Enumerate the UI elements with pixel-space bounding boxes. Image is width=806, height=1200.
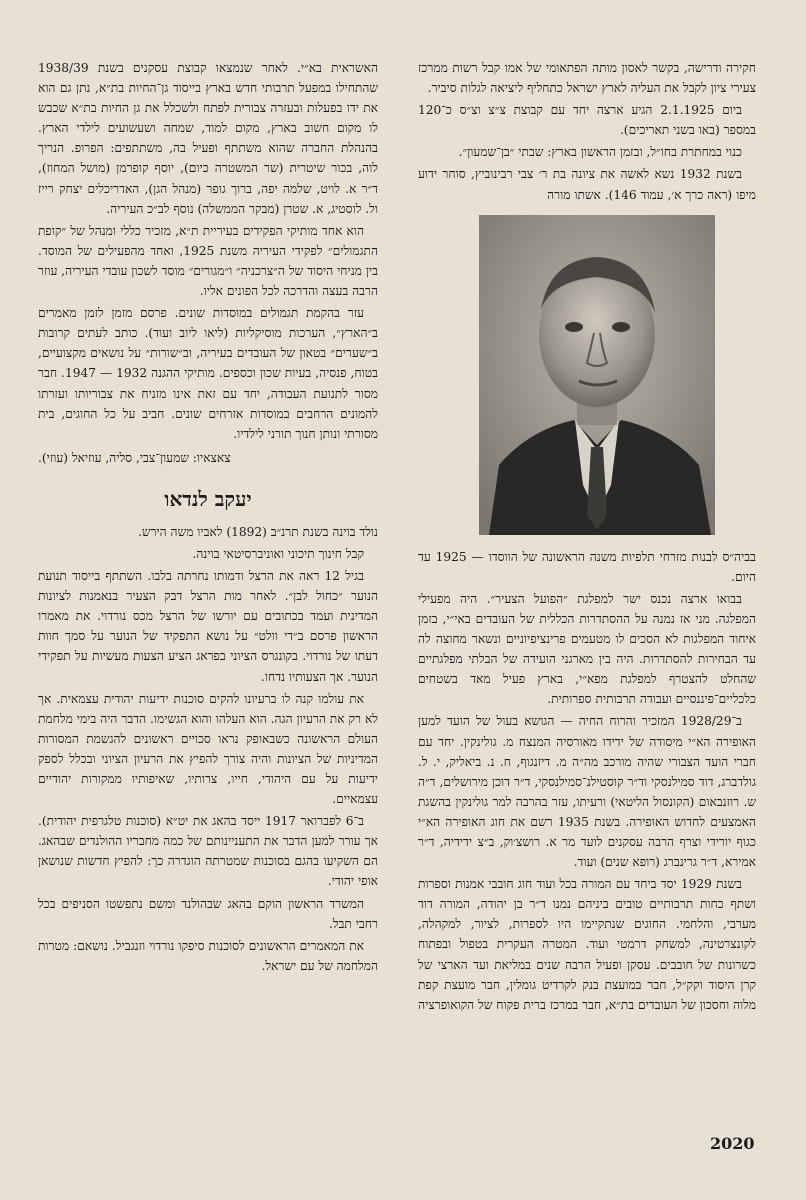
paragraph: ב־6 לפברואר 1917 ייסד בהאג את יט״א (סוכנות טלגרפית יהודית). אך עורר למען הדבר את התעניינותם של כמה מחבריו ההולנדים שבהאג. הם השקיעו בהגם בסוכנות שמטרתה הוגדרה כך: להפיץ חדשות שנושאן אופי יהודי. [38,814,378,889]
paragraph: ב־1928/29 המזכיר והרוח החיה — הגושא בעול של הועד למען האופירה הא״י מיסודה של ידידו מאורסיה המנצח מ. גולינקין. יחד עם חברי הועד הצבורי שהיה מורכב מה״ה מ. דיזנגוף, ח. נ. ביאליק, י. ל. גולדברג, דוד סמילנסקי וד״ר קוסטילנ־סמילנסקי, ד״ר דוכן מירושלים, ד״ה ש. רוזנבאום (הקונסול הליטאי) ורעיתו, עזר בהרבה למר גולינקין בהשגת האמצעים לחדוש האופירה. בשנת 1935 רשם את חוג האופירה הא״י כגוף יורידי וצרף הרבה עסקנים לועד מר א. רושצ׳וק, ב״צ ידידיה, ד״ר אמירא, ד״ר גרינברג (רופא שנים) ועוד. [418,714,756,870]
paragraph: את עולמו קנה לו ברעיונו להקים סוכנות ידיעות יהודית עצמאית. אך לא רק את הרעיון הגה. הוא העלהו והוא הגשימו. הדבר היה בימי מלחמת העולם הראשונה כשבאופק נראו סכויים ראשונים להגשמת המסורות המדיניות של הציונות והיה צורך להפיץ את הרעיון הציוני ובכלל לספק ידיעות על עם היהודי, חייו, צרותיו, שאיפותיו ממקורות יהודיים עצמאיים. [38,691,378,807]
paragraph: בביה״ס לבנות מזרחי תלפיות משנה הראשונה של הווסדו — 1925 עד היום. [418,549,756,584]
paragraph: קבל חינוך תיכוני ואוניברסיטאי בוינה. [192,546,364,561]
paragraph: בבואו ארצה נכנס ישר למפלגת ״הפועל הצעיר״. היה מפעילי המפלגה. מני אז נמנה על ההסתדרות הכללית של העובדים באי״י, בזמן איחוד המפלגות לא הסכים לו מטעמים פרינציפיוניים ונשאר מחוצה לה עד הבחירות להסתדרות. היה בין מארגני הועידה של הבלתי מפלגתיים שהחלט להצטרף למפלגת מפא״י, בארץ פעיל מאד בשטחים כלכליים־פיננסיים ועבודה תרבותית ספרותית. [418,591,756,707]
paragraph: בשנת 1932 נשא לאשה את ציונה בת ר׳ צבי רבינוביץ, סוחר ידוע מיפו (ראה כרך א׳, עמוד 146). אשתו מורה [418,167,756,202]
right-column [418,58,756,1017]
biography-title: יעקב לנדאו [164,486,252,511]
paragraph: כנוי במחתרת בחו״ל, ובזמן הראשון בארץ: שבתי ״בן־שמעון״. [458,145,742,160]
page-number: 2020 [710,1134,755,1153]
paragraph: הוא אחד מותיקי הפקידים בעיריית ת״א, מזכיר כללי ומנהל של ״קופת התגמולים״ לפקידי העיריה משנת 1925, ואחד מהפעילים של המוסד. בין מניחי היסוד של ה״צרכניה״ ו״מגורים״ מוסד לשכון עובדי העיריה, עוזר הרבה בעצה והדרכה לכל הפונים אליו. [38,223,378,299]
portrait-photo [479,215,715,535]
descendants-line: צאצאיו: שמעון־צבי, סליה, עוזיאל (עוזי). [38,450,231,465]
paragraph: בגיל 12 ראה את הרצל ודמותו נחרתה בלבו. השתתף בייסוד תנועת הנוער ״כחול לבן״. לאחר מות הרצל דבק הצעיר בנאמנות לציונות המדינית ועמד בכתובים עם יורשו של הרצל מכס נורדוי. את מאמרו הראשון פרסם ב״די וולט״ על נושא התפקיד של הנוער על סמך חוות דעתו של נורדוי. בקונגרס הציוני בפראג הציע הצעות מעשיות על תפקידי הנוער. אך הצעותיו נדחו. [38,569,378,684]
paragraph: נולד בוינה בשנת תרנ״ב (1892) לאביו משה הירש. [137,524,378,539]
paragraph: בשנת 1929 יסד ביחד עם המורה בכל ועוד חוג חובבי אמנות וספרות ושתף כחות תרבותיים טובים ביניהם נמנו ד״ר בן יהודה, המורה דוד מערבי, והלחמי. החוגים שנתקיימו היו לספרות, לציור, למקהלה, לקונצרטינה, למשחק דרמטי ועוד. המטרה העקרית בטפול ובפתוח כשרונות של חובבים. עסקן ופעיל הרבה שנים במליאת ועד הארצי של קרן היסוד וקק״ל, חבר במועצת בנק לקרדיט גומלין, חבר מועצת קפת מלוה וחסכון של העובדים בת״א, חבר במרכז ברית פקוח של הקואופרציה [418,877,756,1012]
paragraph: המשרד הראשון הוקם בהאג שבהולנד ומשם נתפשטו הסניפים בכל רחבי תבל. [38,896,378,931]
left-column [38,58,378,978]
portrait-image [479,215,715,535]
paragraph: חקירה ודרישה, בקשר לאסון מותה הפתאומי של אמו קבל רשות ממרכז צעירי ציון לקבל את העליה לארץ ישראל כתחליף ליציאה לגלות סיביר. [418,61,756,96]
paragraph: עזר בהקמת תגמולים במוסדות שונים. פרסם מזמן לזמן מאמרים ב״הארץ״, הערכות מוסיקליות (ליאו ליוב ועוד). כותב לעתים קרובות ב״שערים״ בטאון של העובדים בעיריה, וב״שורות״ על נושאים מקצועיים, בטוח, פנסיה, בעיות שכון וכספים. מותיקי ההגנה 1932 — 1947. חבר מסור לתנועת העבודה, יחד עם זאת אינו מזניח את צבוריותו ועזרתו להמונים הרחבים במוסדות אזרחים שונים. חביב על כל החוגים, בית מסורתי ונותן חנוך תורני לילדיו. [38,306,378,441]
paragraph: האשראית בא״י. לאחר שנמצאו קבוצת עסקנים בשנת 1938/39 שהתחילו במפעל תרבותי חדש בארץ בייסוד גן־החיות בת״א, נתן גם הוא את ידו בפעלות ובעזרה צבורית לפתח ולשכלל את גן החיות בת״א שכבש לו מקום חשוב בארץ, מקום למוד, שמחה ושעשועים לילדי הארץ. בהנהלת החברה שהוא משתתף ופעיל בה, משתתפים: הפרופ. הנריך לוה, בכור שיטרית (שר המשטרה כיום), יוסף קופרמן (מושל המחוז), ד״ר א. לויט, שלמה יפה, ברוך גופר (מנהל הגן), האדריכלים יצחק רייז ול. לוסטיג, א. שטרן (מבקר הממשלה) נוסף לב״כ העיריה. [38,61,378,216]
paragraph: את המאמרים הראשונים לסוכנות סיפקו נורדוי וזנגביל. נושאם: מטרות המלחמה של עם ישראל. [38,938,378,973]
paragraph: ביום 2.1.1925 הגיע ארצה יחד עם קבוצת צ״צ וצ״ס כ־120 במספר (באו בשני תאריכים). [418,103,756,138]
